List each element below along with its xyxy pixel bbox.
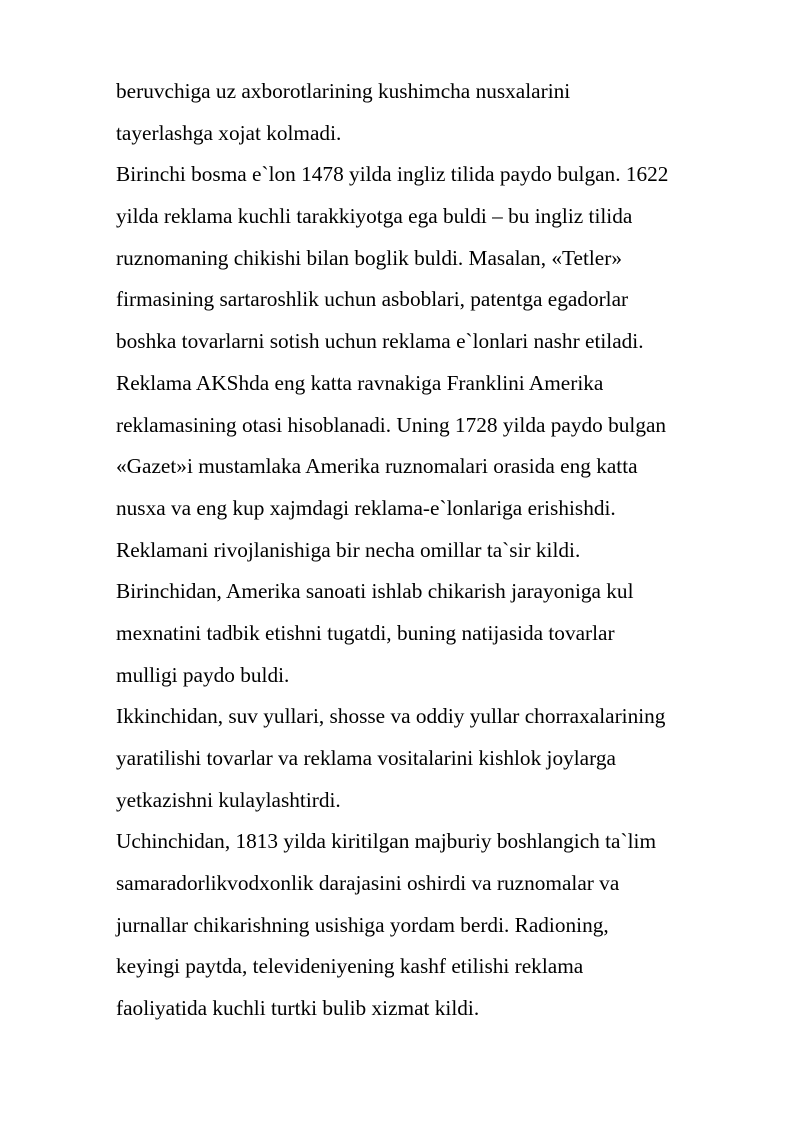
text-line: reklamasining otasi hisoblanadi. Uning 1728 yilda paydo bulgan [116,412,667,437]
text-line: Birinchi bosma e`lon 1478 yilda ingliz tilida paydo bulgan. 1622 [116,162,669,187]
text-line: yilda reklama kuchli tarakkiyotga ega buldi – bu ingliz tilida [116,204,633,229]
text-line: tayerlashga xojat kolmadi. [116,120,342,145]
text-line: mulligi paydo buldi. [116,662,290,687]
text-line: nusxa va eng kup xajmdagi reklama-e`lonlariga erishishdi. [116,495,616,520]
text-line: firmasining sartaroshlik uchun asboblari, patentga egadorlar [116,287,629,312]
text-line: jurnallar chikarishning usishiga yordam berdi. Radioning, [116,912,609,937]
text-line: faoliyatida kuchli turtki bulib xizmat kildi. [116,996,480,1021]
text-line: yetkazishni kulaylashtirdi. [116,787,341,812]
text-line: boshka tovarlarni sotish uchun reklama e`lonlari nashr etiladi. [116,329,644,354]
text-line: Ikkinchidan, suv yullari, shosse va oddiy yullar chorraxalarining [116,704,666,729]
text-line: samaradorlikvodxonlik darajasini oshirdi va ruznomalar va [116,871,620,896]
body-text [116,71,756,1030]
text-line: keyingi paytda, televideniyening kashf etilishi reklama [116,954,584,979]
text-line: Uchinchidan, 1813 yilda kiritilgan majburiy boshlangich ta`lim [116,829,657,854]
text-line: beruvchiga uz axborotlarining kushimcha nusxalarini [116,79,571,103]
text-line: yaratilishi tovarlar va reklama vositalarini kishlok joylarga [116,746,616,770]
text-line: Birinchidan, Amerika sanoati ishlab chikarish jarayoniga kul [116,579,634,604]
text-line: «Gazet»i mustamlaka Amerika ruznomalari orasida eng katta [116,454,638,479]
text-line: Reklamani rivojlanishiga bir necha omillar ta`sir kildi. [116,537,581,562]
text-line: mexnatini tadbik etishni tugatdi, buning natijasida tovarlar [116,620,615,645]
text-line: Reklama AKShda eng katta ravnakiga Franklini Amerika [116,370,604,395]
text-line: ruznomaning chikishi bilan boglik buldi. Masalan, «Tetler» [116,245,622,270]
